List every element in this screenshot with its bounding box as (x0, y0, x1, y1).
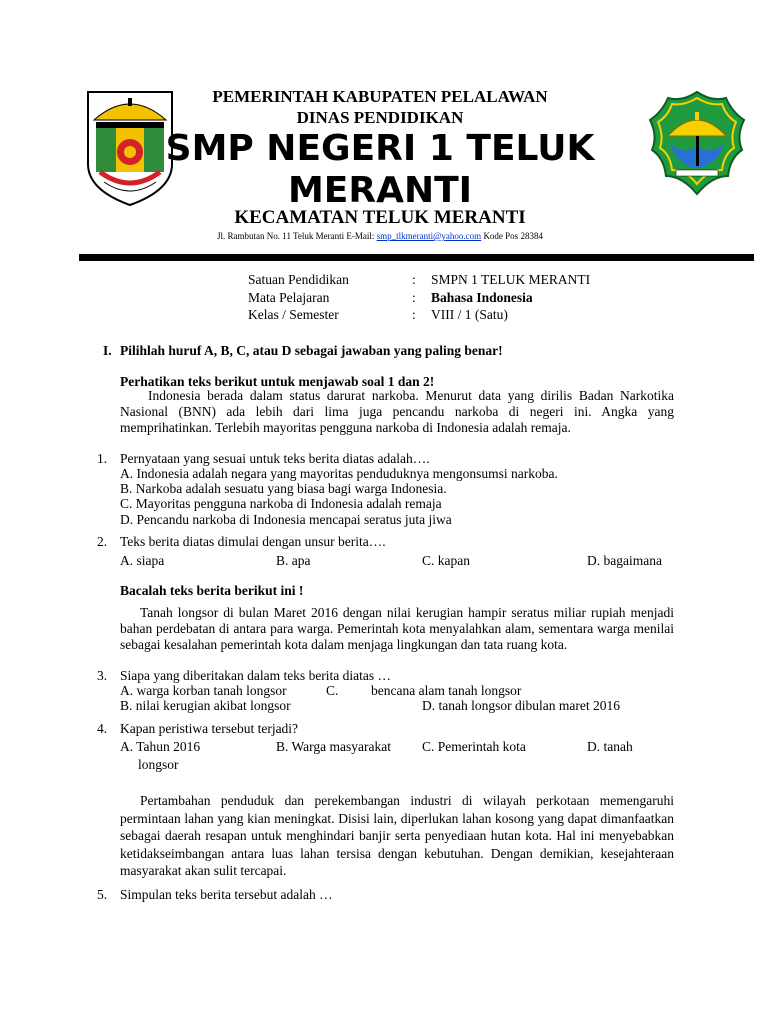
passage3-text: Pertambahan penduduk dan perekembangan industri di wilayah perkotaan memengaruhi permintaan lahan yang kian meningkat. Disisi lain, diperlukan lahan kosong yang dapat dimanfaatkan sebagai daerah resapan untuk menghindari banjir serta penyediaan hutan kota. Hal ini menyebabkan ketidakseimbangan antara luas lahan tersisa dengan kebutuhan. Dengan demikian, kesejahteraan masyarakat akan sulit tercapai. (120, 793, 674, 878)
option-a: A. warga korban tanah longsor (120, 683, 287, 698)
address-text: Jl. Rambutan No. 11 Teluk Meranti E-Mail: (217, 231, 377, 241)
district-title: KECAMATAN TELUK MERANTI (234, 207, 526, 228)
option-b: B. Narkoba adalah sesuatu yang biasa bagi warga Indonesia. (120, 481, 447, 496)
question-number: 1. (97, 451, 108, 466)
question-text: Siapa yang diberitakan dalam teks berita diatas … (120, 668, 392, 683)
question-text: Teks berita diatas dimulai dengan unsur berita…. (120, 534, 386, 549)
passage2-heading: Bacalah teks berita berikut ini ! (120, 583, 304, 598)
info-value-subject: Bahasa Indonesia (431, 290, 533, 305)
question-text: Kapan peristiwa tersebut terjadi? (120, 721, 299, 736)
school-name-line1: SMP NEGERI 1 TELUK (165, 128, 595, 169)
option-c: C. Mayoritas pengguna narkoba di Indonesia adalah remaja (120, 496, 442, 511)
school-name-line2: MERANTI (287, 170, 473, 211)
option-b: B. Warga masyarakat (276, 739, 392, 754)
question-number: 3. (97, 668, 108, 683)
option-d: D. tanah longsor dibulan maret 2016 (422, 698, 620, 713)
address-line (150, 231, 610, 241)
passage1-text: Indonesia berada dalam status darurat narkoba. Menurut data yang dirilis Badan Narkotika Nasional (BNN) ada lebih dari lima juga pencandu narkoba di negeri ini. Angka yang memprihatinkan. Terlebih mayoritas pengguna narkoba di Indonesia adalah remaja. (120, 388, 674, 435)
passage2-text: Tanah longsor di bulan Maret 2016 dengan nilai kerugian hampir seratus miliar rupiah menjadi bahan perdebatan di antara para warga. Pemerintah kota menyalahkan alam, sementara warga menilai sebagai kesalahan pemerintah kota dalam menjaga lingkungan dan tata ruang kota. (120, 605, 674, 652)
info-label-subject: Mata Pelajaran (248, 290, 330, 305)
section-number: I. (103, 343, 112, 358)
info-value-school: SMPN 1 TELUK MERANTI (431, 272, 591, 287)
info-colon: : (412, 272, 416, 287)
question-number: 5. (97, 887, 108, 902)
option-d-continued: longsor (138, 757, 179, 772)
option-c: C. kapan (422, 553, 470, 568)
info-value-class: VIII / 1 (Satu) (431, 307, 508, 322)
section-instruction: Pilihlah huruf A, B, C, atau D sebagai jawaban yang paling benar! (120, 343, 503, 358)
option-c: bencana alam tanah longsor (371, 683, 522, 698)
option-c: C. Pemerintah kota (422, 739, 526, 754)
info-colon: : (412, 307, 416, 322)
option-a: A. siapa (120, 553, 165, 568)
info-colon: : (412, 290, 416, 305)
info-label-school: Satuan Pendidikan (248, 272, 349, 287)
option-b: B. apa (276, 553, 311, 568)
option-a: A. Tahun 2016 (120, 739, 201, 754)
option-b: B. nilai kerugian akibat longsor (120, 698, 291, 713)
option-d: D. bagaimana (587, 553, 662, 568)
option-d: D. Pencandu narkoba di Indonesia mencapai seratus juta jiwa (120, 512, 452, 527)
question-text: Simpulan teks berita tersebut adalah … (120, 887, 333, 902)
option-c-letter: C. (326, 683, 339, 698)
info-label-class: Kelas / Semester (248, 307, 339, 322)
option-d: D. tanah (587, 739, 633, 754)
email-link[interactable]: smp_tlkmeranti@yahoo.com (376, 231, 482, 241)
header-divider (79, 254, 754, 261)
department-title: DINAS PENDIDIKAN (296, 108, 464, 127)
question-number: 4. (97, 721, 108, 736)
question-number: 2. (97, 534, 108, 549)
option-a: A. Indonesia adalah negara yang mayoritas penduduknya mengonsumsi narkoba. (120, 466, 558, 481)
school-emblem-icon (646, 84, 748, 204)
passage1-heading: Perhatikan teks berikut untuk menjawab soal 1 dan 2! (120, 374, 435, 389)
postcode-text: Kode Pos 28384 (481, 231, 543, 241)
question-text: Pernyataan yang sesuai untuk teks berita diatas adalah…. (120, 451, 430, 466)
government-title: PEMERINTAH KABUPATEN PELALAWAN (212, 87, 548, 106)
